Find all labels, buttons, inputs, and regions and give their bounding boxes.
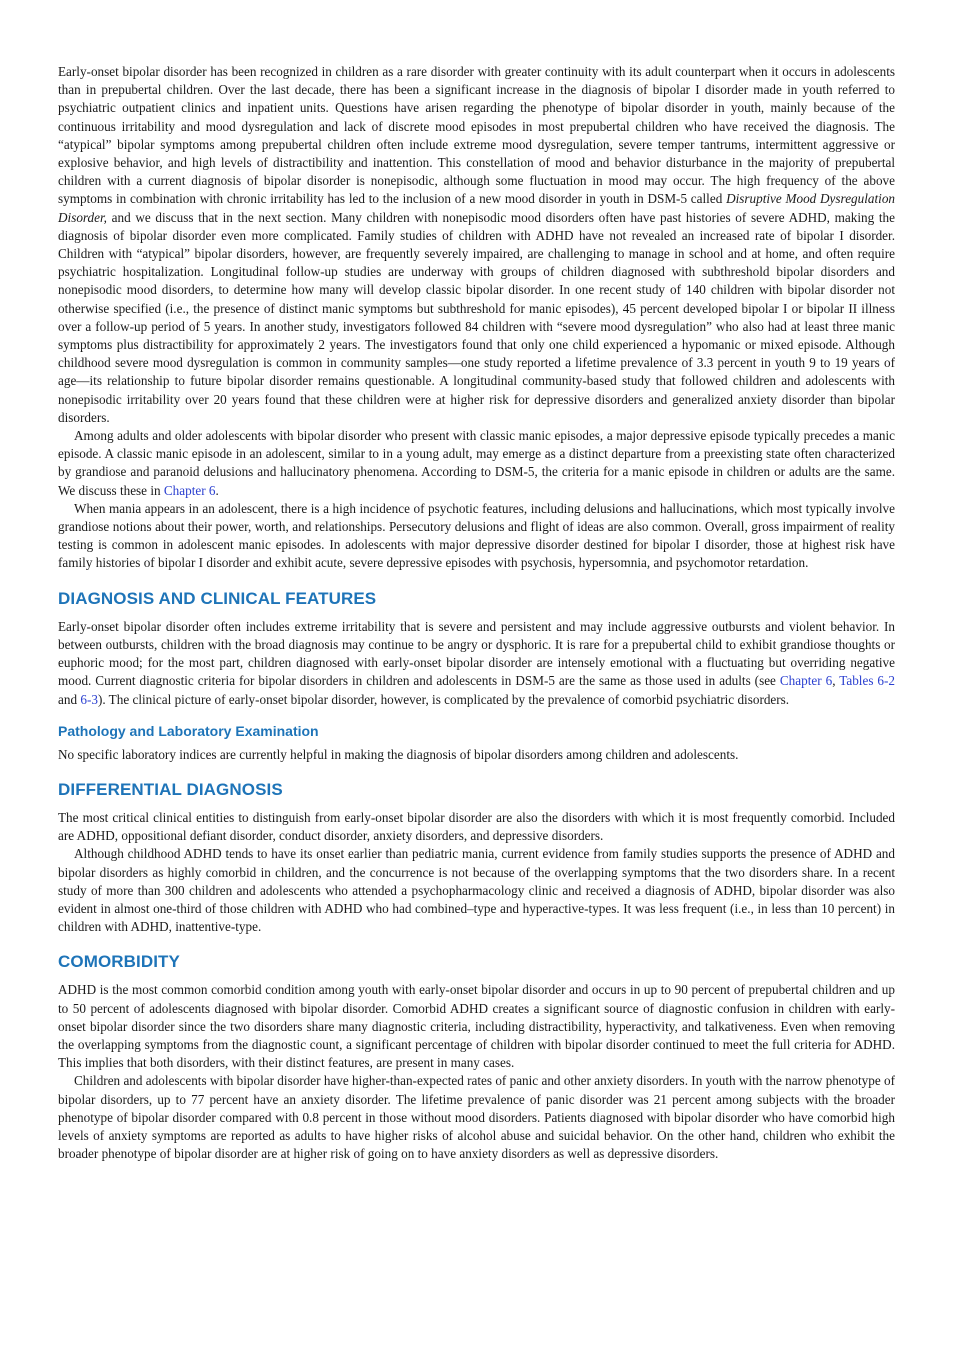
differential-paragraph-1: The most critical clinical entities to distinguish from early-onset bipolar disorder are also the disorders with which it is most frequently comorbid. Included are ADHD, oppositional defiant disorder, conduct disorder, anxiety disorders, and depressive disorders. — [58, 809, 895, 844]
pathology-subheading: Pathology and Laboratory Examination — [58, 722, 319, 739]
differential-heading: DIFFERENTIAL DIAGNOSIS — [58, 779, 283, 799]
term-dmdd: Disruptive Mood Dysregulation Disorder, — [58, 191, 896, 225]
pathology-paragraph: No specific laboratory indices are currently helpful in making the diagnosis of bipolar disorders among children and adolescents. — [58, 746, 739, 762]
diagnosis-paragraph-1: Early-onset bipolar disorder often includes extreme irritability that is severe and persistent and may include aggressive outbursts and violent behavior. In between outbursts, children with the broad diagnosis may continue to be angry or dysphoric. It is rare for a prepubertal child to exhibit grandiose thoughts or euphoric mood; for the most part, children diagnosed with early-onset bipolar disorder are intensely emotional with a fluctuating but overriding negative mood. Current diagnostic criteria for bipolar disorders in children and adolescents in DSM-5 are the same as those used in adults (see Chapter 6, Tables 6-2 and 6-3). The clinical picture of early-onset bipolar disorder, however, is complicated by the prevalence of comorbid psychiatric disorders. — [58, 618, 895, 707]
intro-paragraph-2: Among adults and older adolescents with bipolar disorder who present with classic manic episodes, a major depressive episode typically precedes a manic episode. A classic manic episode in an adolescent, similar to in a young adult, may emerge as a distinct departure from a preexisting state often characterized by grandiose and paranoid delusions and hallucinatory phenomena. According to DSM-5, the criteria for a manic episode in children or adults are the same. We discuss these in Chapter 6. — [58, 428, 895, 498]
tables-6-2-link[interactable]: Tables 6-2 — [839, 673, 895, 689]
document-page — [58, 63, 895, 1163]
intro-paragraph-1: Early-onset bipolar disorder has been recognized in children as a rare disorder with greater continuity with its adult counterpart when it occurs in adolescents than in prepubertal children. Over the last decade, there has been a significant increase in the diagnosis of bipolar I disorder made in youth referred to psychiatric outpatient clinics and inpatient units. Questions have arisen regarding the phenotype of bipolar disorder in youth, mainly because of the continuous irritability and mood dysregulation and lack of discrete mood episodes in most prepubertal children who have received the diagnosis. The “atypical” bipolar symptoms among prepubertal children often include extreme mood dysregulation, severe temper tantrums, intermittent aggressive or explosive behavior, and high levels of distractibility and inattention. This constellation of mood and behavior disturbance in the majority of prepubertal children with a current diagnosis of bipolar disorder is nonepisodic, although some fluctuation in mood may occur. The high frequency of the above symptoms in combination with chronic irritability has led to the inclusion of a new mood disorder in youth in DSM-5 called Disruptive Mood Dysregulation Disorder, and we discuss that in the next section. Many children with nonepisodic mood disorders often have past histories of severe ADHD, making the diagnosis of bipolar disorder even more complicated. Family studies of children with ADHD have not revealed an increased rate of bipolar I disorder. Children with “atypical” bipolar disorders, however, are frequently severely impaired, are challenging to manage in school and at home, and often require psychiatric hospitalization. Longitudinal follow-up studies are underway with groups of children diagnosed with subthreshold bipolar disorders and nonepisodic mood disorders, to determine how many will develop classic bipolar disorder. In one recent study of 140 children with bipolar disorder not otherwise specified (i.e., the presence of distinct manic symptoms but subthreshold for manic episodes), 45 percent developed bipolar I or bipolar II illness over a follow-up period of 5 years. In another study, investigators followed 84 children with “severe mood dysregulation” who also had at least three manic symptoms plus distractibility for approximately 2 years. The investigators found that only one child experienced a hypomanic or mixed episode. Although childhood severe mood dysregulation is common in community samples—one study reported a lifetime prevalence of 3.3 percent in youth 9 to 19 years of age—its relationship to future bipolar disorder remains questionable. A longitudinal community-based study that followed children and adolescents with nonepisodic irritability over 20 years found that these children were at higher risk for depressive disorders and generalized anxiety disorder than bipolar disorders. — [58, 64, 896, 425]
comorbidity-paragraph-1: ADHD is the most common comorbid condition among youth with early-onset bipolar disorder and occurs in up to 90 percent of prepubertal children and up to 50 percent of adolescents diagnosed with bipolar disorder. Comorbid ADHD creates a significant source of diagnostic confusion in children with early-onset bipolar disorder since the two disorders share many diagnostic criteria, including distractibility, hyperactivity, and talkativeness. Even when removing the overlapping symptoms from the diagnostic count, a significant percentage of children with bipolar disorder continued to meet the full criteria for ADHD. This implies that both disorders, with their distinct features, are present in many cases. — [58, 982, 895, 1071]
chapter-6-link[interactable]: Chapter 6 — [163, 482, 216, 498]
comorbidity-heading: COMORBIDITY — [58, 952, 180, 972]
chapter-6-link[interactable]: Chapter 6 — [779, 673, 833, 689]
differential-paragraph-2: Although childhood ADHD tends to have its onset earlier than pediatric mania, current evidence from family studies supports the presence of ADHD and bipolar disorders as highly comorbid in children, and the concurrence is not because of the overlapping symptoms that the two disorders share. In a recent study of more than 300 children and adolescents who attended a psychopharmacology clinic and received a diagnosis of ADHD, bipolar disorder was also evident in almost one-third of those children with ADHD who had combined–type and hyperactive-types. It was less frequent (i.e., in less than 10 percent) in children with ADHD, inattentive-type. — [58, 846, 895, 935]
intro-paragraph-3: When mania appears in an adolescent, there is a high incidence of psychotic features, including delusions and hallucinations, which most typically involve grandiose notions about their power, worth, and relationships. Persecutory delusions and flight of ideas are also common. Overall, gross impairment of reality testing is common in adolescent manic episodes. In adolescents with major depressive disorder destined for bipolar I disorder, those at highest risk have family histories of bipolar I disorder and exhibit acute, severe depressive episodes with psychosis, hypersomnia, and psychomotor retardation. — [58, 500, 895, 571]
table-6-3-link[interactable]: 6-3 — [80, 691, 98, 707]
comorbidity-paragraph-2: Children and adolescents with bipolar disorder have higher-than-expected rates of panic and other anxiety disorders. In youth with the narrow phenotype of bipolar disorders, up to 77 percent have an anxiety disorder. The lifetime prevalence of panic disorder was 21 percent among subjects with the broader phenotype of bipolar disorder compared with 0.8 percent in those without mood disorders. Patients diagnosed with bipolar disorder who have comorbid high levels of anxiety symptoms are reported as adults to have higher risks of alcohol abuse and suicidal behavior. On the other hand, children who exhibit the broader phenotype of bipolar disorder are at higher risk of going on to have anxiety disorders as well as depressive disorders. — [58, 1073, 895, 1162]
diagnosis-heading: DIAGNOSIS AND CLINICAL FEATURES — [58, 588, 377, 608]
